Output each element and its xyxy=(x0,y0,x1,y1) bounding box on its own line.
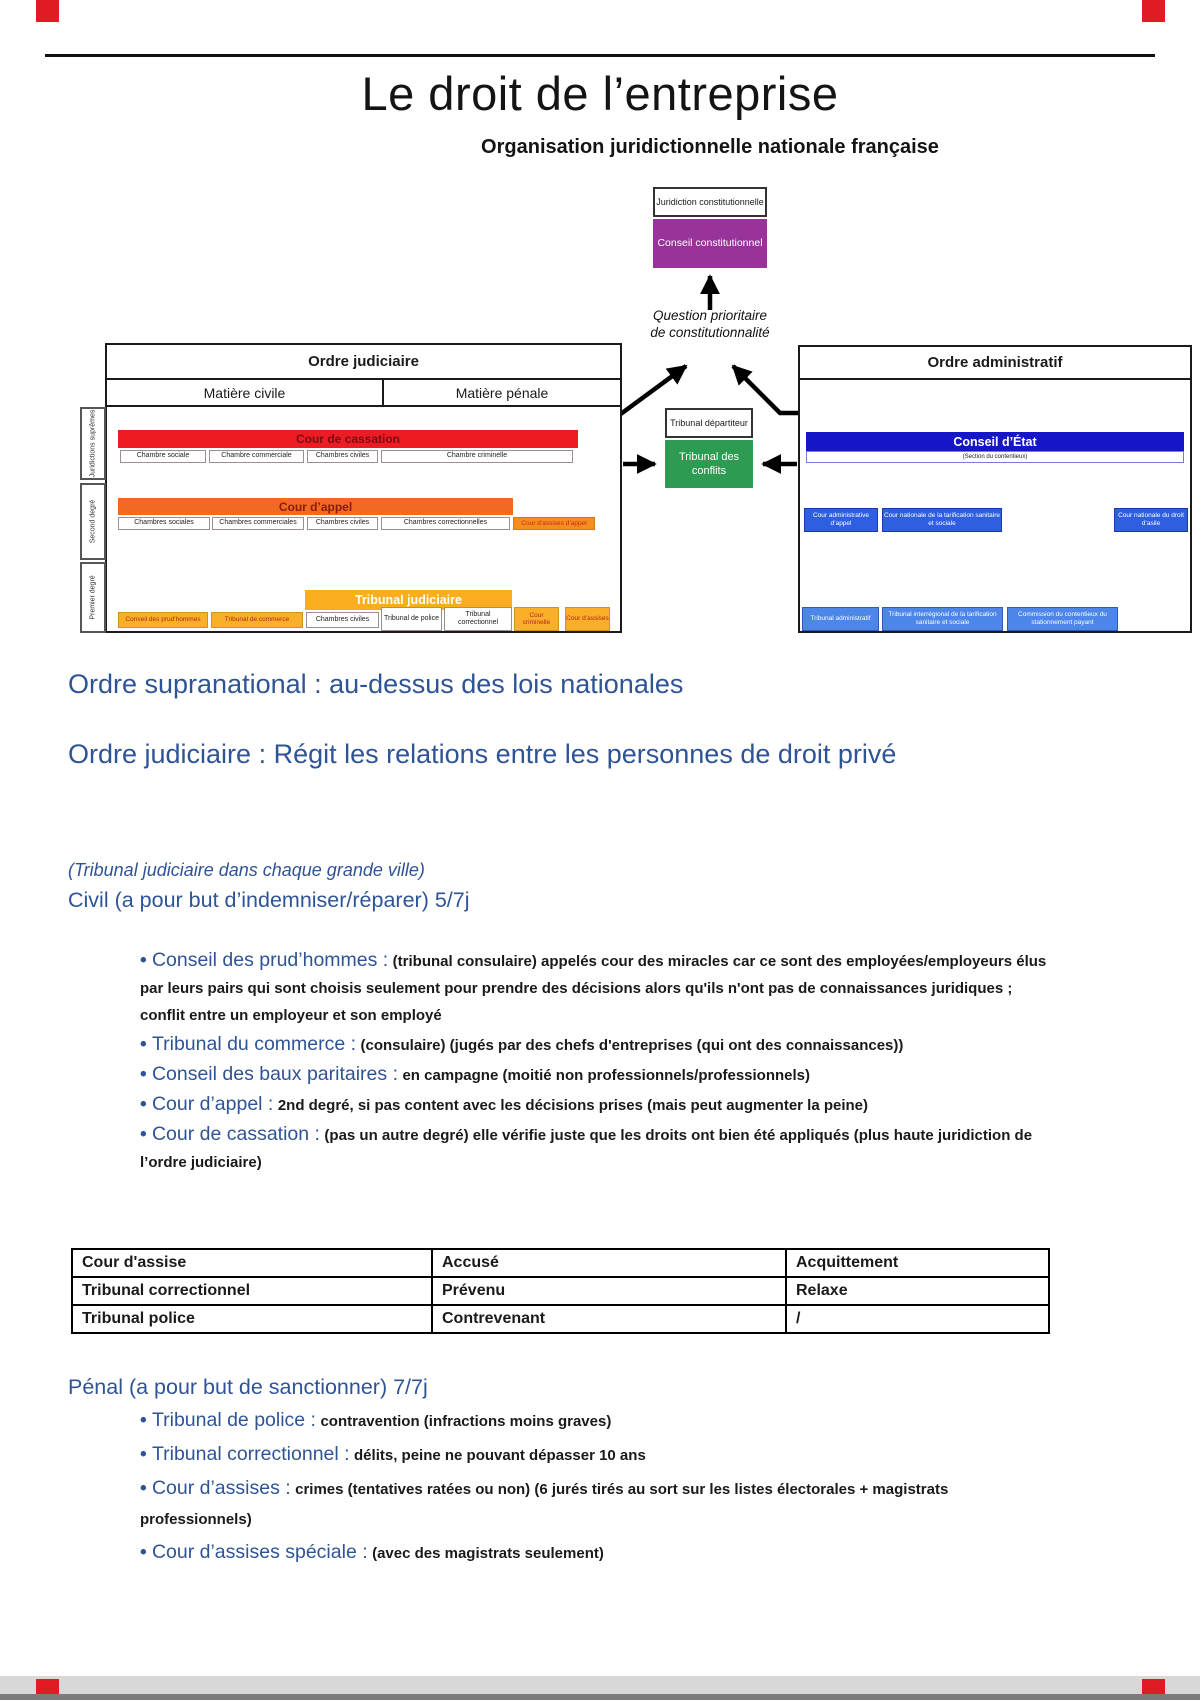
penal-term-assises-speciale: Cour d’assises spéciale : xyxy=(151,1541,368,1563)
list-item xyxy=(140,1121,1050,1176)
section-du-contentieux-strip: (Section du contentieux) xyxy=(806,451,1184,463)
civil-term-prudhommes: Conseil des prud’hommes : xyxy=(151,949,389,971)
chambre-commerciale-box: Chambre commerciale xyxy=(209,450,304,463)
heading-ordre-supranational: Ordre supranational : au-dessus des lois nationales xyxy=(68,669,684,699)
table-cell: Relaxe xyxy=(786,1277,1049,1305)
civil-desc-appel: 2nd degré, si pas content avec les décisions prises (mais peut augmenter la peine) xyxy=(277,1097,869,1114)
list-item xyxy=(140,947,1050,1029)
cour-dappel-bar: Cour d’appel xyxy=(118,498,513,515)
chambres-commerciales-appel-box: Chambres commerciales xyxy=(212,517,304,530)
chambres-civiles-appel-box: Chambres civiles xyxy=(307,517,378,530)
qpc-line2: de constitutionnalité xyxy=(650,324,770,340)
table-cell: Prévenu xyxy=(432,1277,786,1305)
table-cell: Contrevenant xyxy=(432,1305,786,1333)
chambre-criminelle-box: Chambre criminelle xyxy=(381,450,573,463)
cour-nationale-droit-dasile-box: Cour nationale du droit d’asile xyxy=(1114,508,1188,532)
chambre-sociale-box: Chambre sociale xyxy=(120,450,206,463)
chambres-sociales-appel-box: Chambres sociales xyxy=(118,517,210,530)
tribunal-correctionnel-box: Tribunal correctionnel xyxy=(444,607,512,631)
penal-term-correctionnel: Tribunal correctionnel : xyxy=(151,1443,350,1465)
penal-list xyxy=(140,1405,1050,1571)
note-tribunal-judiciaire: (Tribunal judiciaire dans chaque grande ville) xyxy=(68,860,425,880)
penal-term-assises: Cour d’assises : xyxy=(151,1477,291,1499)
cour-administrative-dappel-box: Cour administrative d’appel xyxy=(804,508,878,532)
tribunal-de-police-box: Tribunal de police xyxy=(381,607,442,631)
table-row xyxy=(72,1277,1049,1305)
table-cell: Accusé xyxy=(432,1249,786,1277)
civil-term-cassation: Cour de cassation : xyxy=(151,1123,320,1145)
matiere-penale-label: Matière pénale xyxy=(455,384,549,401)
juridiction-constitutionnelle-box: Juridiction constitutionnelle xyxy=(653,187,767,217)
civil-desc-commerce: (consulaire) (jugés par des chefs d'entreprises (qui ont des connaissances)) xyxy=(360,1037,904,1054)
civil-desc-baux: en campagne (moitié non professionnels/professionnels) xyxy=(402,1067,811,1084)
list-item xyxy=(140,1405,1050,1437)
chambres-correctionnelles-box: Chambres correctionnelles xyxy=(381,517,510,530)
list-item xyxy=(140,1031,1050,1059)
cour-dassises-box: Cour d’assises xyxy=(565,607,610,631)
bottom-dark-line xyxy=(0,1694,1200,1700)
penal-desc-correctionnel: délits, peine ne pouvant dépasser 10 ans xyxy=(354,1447,646,1464)
tribunal-de-commerce-box: Tribunal de commerce xyxy=(211,612,303,628)
civil-term-appel: Cour d’appel : xyxy=(151,1093,274,1115)
ordre-administratif-header: Ordre administratif xyxy=(800,347,1190,380)
bottom-right-red-mark xyxy=(1142,1679,1165,1694)
list-item xyxy=(140,1473,1050,1535)
tribunal-administratif-box: Tribunal administratif xyxy=(802,607,879,631)
civil-term-commerce: Tribunal du commerce : xyxy=(151,1033,357,1055)
list-item xyxy=(140,1537,1050,1569)
tribunal-judiciaire-bar: Tribunal judiciaire xyxy=(305,590,512,610)
commission-contentieux-stationnement-box: Commission du contentieux du stationnement payant xyxy=(1007,607,1118,631)
conseil-detat-bar: Conseil d’État xyxy=(806,432,1184,451)
qpc-line1: Question prioritaire xyxy=(652,308,768,323)
civil-list xyxy=(140,947,1050,1178)
penal-desc-police: contravention (infractions moins graves) xyxy=(320,1413,612,1430)
penal-desc-assises: crimes (tentatives ratées ou non) (6 jurés tirés au sort sur les listes électorales + magistrats professionnels) xyxy=(140,1481,949,1528)
jurisdiction-table xyxy=(71,1248,1050,1334)
table-cell: / xyxy=(786,1305,1049,1333)
conseil-constitutionnel-box: Conseil constitutionnel xyxy=(653,219,767,268)
heading-civil: Civil (a pour but d’indemniser/réparer) 5/7j xyxy=(68,888,470,912)
list-item xyxy=(140,1091,1050,1119)
page-title: Le droit de l’entreprise xyxy=(361,67,839,120)
table-cell: Tribunal correctionnel xyxy=(72,1277,432,1305)
tribunal-des-conflits-box: Tribunal des conflits xyxy=(665,440,753,488)
side-label-premier-degre: Premier degré xyxy=(80,562,106,633)
table-cell: Tribunal police xyxy=(72,1305,432,1333)
tribunal-departiteur-box: Tribunal départiteur xyxy=(665,408,753,438)
bottom-left-red-mark xyxy=(36,1679,59,1694)
table-row xyxy=(72,1249,1049,1277)
qpc-label xyxy=(590,308,830,342)
diagram-title: Organisation juridictionnelle nationale française xyxy=(481,136,939,158)
tribunal-interregional-box: Tribunal interrégional de la tarification sanitaire et sociale xyxy=(882,607,1003,631)
side-label-second-degre: Second degré xyxy=(80,483,106,560)
heading-ordre-judiciaire: Ordre judiciaire : Régit les relations entre les personnes de droit privé xyxy=(68,739,897,769)
list-item xyxy=(140,1439,1050,1471)
table-row xyxy=(72,1305,1049,1333)
ordre-administratif-panel xyxy=(798,345,1192,633)
civil-term-baux: Conseil des baux paritaires : xyxy=(151,1063,398,1085)
chambres-civiles-cassation-box: Chambres civiles xyxy=(307,450,378,463)
conseil-des-prudhommes-box: Conseil des prud’hommes xyxy=(118,612,208,628)
side-label-juridictions-supremes: Juridictions suprêmes xyxy=(80,407,106,480)
chambres-civiles-tj-box: Chambres civiles xyxy=(306,612,379,628)
civil-desc-cassation: (pas un autre degré) elle vérifie juste que les droits ont bien été appliqués (plus haute juridiction de l’ordre judiciaire) xyxy=(140,1127,1033,1171)
matiere-row xyxy=(107,380,620,407)
penal-desc-assises-speciale: (avec des magistrats seulement) xyxy=(372,1545,604,1562)
civil-desc-prudhommes: (tribunal consulaire) appelés cour des miracles car ce sont des employées/employeurs élus par leurs pairs qui sont choisis seulement pour prendre des décisions alors qu'ils n'ont pas de connaissances juridiques ; conflit entre un employeur et son employé xyxy=(140,953,1047,1024)
list-item xyxy=(140,1061,1050,1089)
penal-term-police: Tribunal de police : xyxy=(151,1409,316,1431)
cour-dassises-dappel-box: Cour d’assises d’appel xyxy=(513,517,595,530)
cour-de-cassation-bar: Cour de cassation xyxy=(118,430,578,448)
table-cell: Acquittement xyxy=(786,1249,1049,1277)
cour-nationale-tarification-box: Cour nationale de la tarification sanitaire et sociale xyxy=(882,508,1002,532)
ordre-judiciaire-header: Ordre judiciaire xyxy=(107,345,620,380)
table-cell: Cour d'assise xyxy=(72,1249,432,1277)
cour-criminelle-box: Cour criminelle xyxy=(514,607,559,631)
matiere-civile-label: Matière civile xyxy=(107,380,384,405)
heading-penal: Pénal (a pour but de sanctionner) 7/7j xyxy=(68,1375,428,1399)
